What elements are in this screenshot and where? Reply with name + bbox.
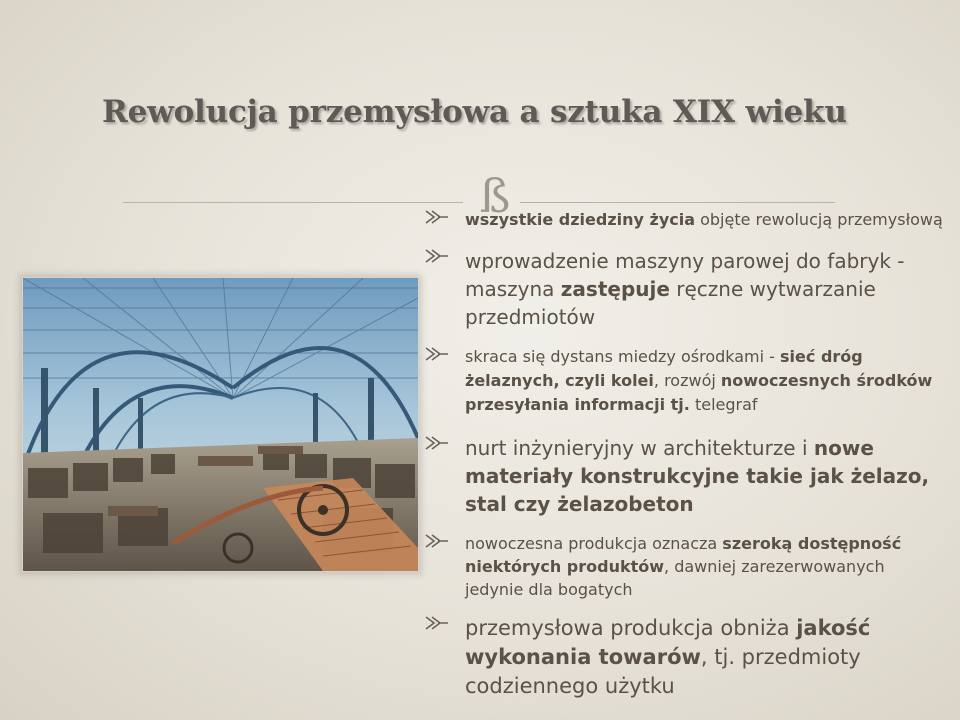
bullet-text: objęte rewolucją przemysłową [695, 210, 943, 229]
bullet-text-bold: zastępuje [560, 277, 670, 301]
bullet-item [425, 614, 945, 701]
factory-hall-photo [22, 277, 419, 572]
chevron-arrow-bullet-icon [425, 208, 449, 226]
bullet-text: nurt inżynieryjny w architekturze i [465, 436, 814, 460]
ornament-icon: ß [479, 169, 511, 223]
divider-line-left [123, 202, 463, 203]
bullet-item [425, 208, 945, 232]
bullet-text-bold: wszystkie dziedziny życia [465, 210, 696, 229]
divider-line-right [520, 202, 835, 203]
bullet-list [425, 208, 945, 701]
bullet-item [425, 434, 945, 518]
bullet-item [425, 532, 945, 601]
bullet-text: , rozwój [653, 371, 721, 390]
chevron-arrow-bullet-icon [425, 247, 449, 265]
bullet-text: przemysłowa produkcja obniża [465, 616, 797, 640]
slide-title: Rewolucja przemysłowa a sztuka XIX wieku [102, 94, 847, 130]
bullet-text: , tj. przedmioty codziennego użytku [465, 645, 861, 698]
bullet-text: ręczne wytwarzanie przedmiotów [465, 277, 876, 329]
chevron-arrow-bullet-icon [425, 434, 449, 452]
bullet-text: , dawniej zarezerwowanych jedynie dla bogatych [465, 557, 885, 599]
bullet-text-bold: szeroką dostępność niektórych produktów [465, 534, 902, 576]
bullet-text: skraca się dystans miedzy ośrodkami - [465, 347, 781, 366]
chevron-arrow-bullet-icon [425, 614, 449, 632]
chevron-arrow-bullet-icon [425, 532, 449, 550]
bullet-item [425, 345, 945, 417]
chevron-arrow-bullet-icon [425, 345, 449, 363]
bullet-text-bold: nowe materiały konstrukcyjne takie jak żelazo, stal czy żelazobeton [465, 436, 930, 516]
bullet-text: nowoczesna produkcja oznacza [465, 534, 723, 553]
bullet-text: telegraf [689, 395, 758, 414]
bullet-text-bold: jakość wykonania towarów [465, 616, 871, 669]
bullet-text-bold: nowoczesnych środków przesyłania informacji tj. [465, 371, 933, 414]
bullet-item [425, 247, 945, 331]
bullet-text-bold: sieć dróg żelaznych, czyli kolei [465, 347, 863, 390]
bullet-text: wprowadzenie maszyny parowej do fabryk - maszyna [465, 249, 905, 301]
